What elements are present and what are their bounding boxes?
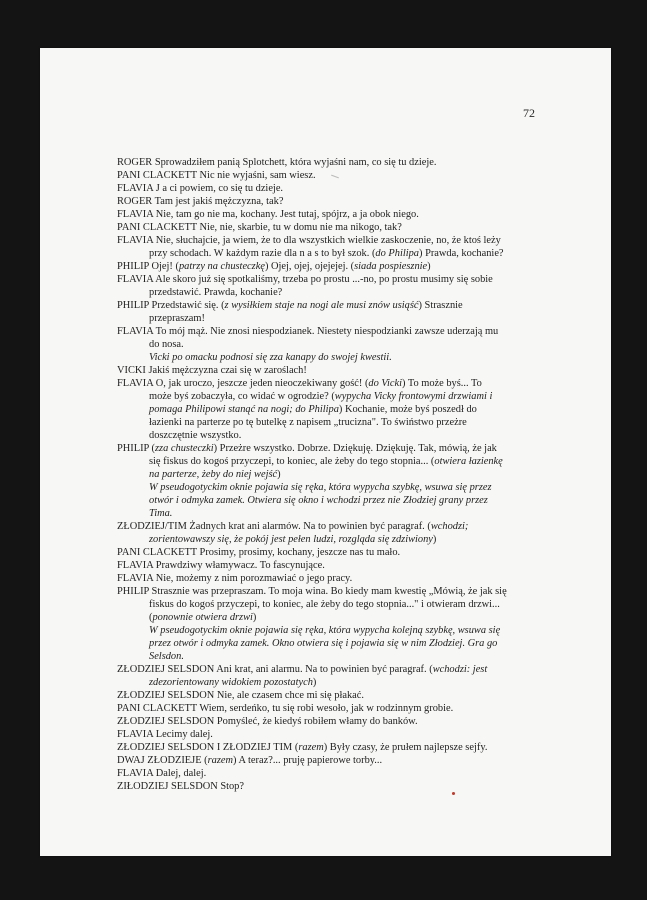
page-number: 72 [523, 106, 535, 120]
dialogue-text: ) [432, 534, 437, 545]
script-line-continuation [117, 338, 557, 351]
script-line [117, 546, 557, 559]
dialogue-text: łazienki na parterze po tę butelkę z napisem „trucizna". To świństwo przeżre [149, 417, 467, 428]
stage-direction: pomaga Philipowi stanąć na nogi; do Philipa [149, 404, 339, 415]
script-line [117, 728, 557, 741]
script-line-continuation [117, 416, 557, 429]
stage-direction: Vicki po omacku podnosi się zza kanapy do swojej kwestii. [149, 352, 392, 363]
dialogue-text: ) Kochanie, może byś poszedł do [338, 404, 477, 415]
script-line-continuation [117, 403, 557, 416]
script-line [117, 195, 557, 208]
document-page [40, 48, 611, 856]
script-line [117, 221, 557, 234]
script-line [117, 364, 557, 377]
script-line [117, 715, 557, 728]
script-line-continuation [117, 676, 557, 689]
stage-direction: Selsdon. [149, 651, 184, 662]
dialogue-text: PHILIP Ojej! ( [117, 261, 179, 272]
stage-direction: Tima. [149, 508, 173, 519]
red-dot-mark [452, 792, 455, 795]
stage-direction: siada pospiesznie [354, 261, 428, 272]
script-line [117, 767, 557, 780]
dialogue-text: ) [312, 677, 317, 688]
dialogue-text: PANI CLACKETT Wiem, serdeńko, tu się robi wesoło, jak w rodzinnym grobie. [117, 703, 454, 714]
stage-direction: do Philipa [375, 248, 420, 259]
script-line-continuation [117, 455, 557, 468]
dialogue-text: PANI CLACKETT Nie, nie, skarbie, tu w domu nie ma nikogo, tak? [117, 222, 402, 233]
script-line [117, 702, 557, 715]
dialogue-text: ) Prawda, kochanie? [419, 248, 504, 259]
stage-direction: W pseudogotyckim oknie pojawia się ręka, która wypycha kolejną szybkę, wsuwa się [149, 625, 501, 636]
dialogue-text: ROGER Tam jest jakiś mężczyzna, tak? [117, 196, 284, 207]
script-line [117, 663, 557, 676]
dialogue-text: PANI CLACKETT Nic nie wyjaśni, sam wiesz. [117, 170, 316, 181]
dialogue-text: doszczętnie wszystko. [149, 430, 242, 441]
dialogue-text: FLAVIA Ale skoro już się spotkaliśmy, trzeba po prostu ...-no, po prostu musimy się sobie [117, 274, 493, 285]
script-line [117, 234, 557, 247]
script-line [117, 741, 557, 754]
script-line-continuation [117, 468, 557, 481]
stage-direction: wchodzi; [430, 521, 469, 532]
stage-direction: zdezorientowany widokiem pozostatych [149, 677, 313, 688]
script-line-continuation [117, 312, 557, 325]
stage-direction: patrzy na chusteczkę [178, 261, 265, 272]
stage-direction: W pseudogotyckim oknie pojawia się ręka, która wypycha szybkę, wsuwa się przez [149, 482, 492, 493]
script-line-continuation [117, 286, 557, 299]
dialogue-text: PHILIP Strasznie was przepraszam. To moja wina. Bo kiedy mam kwestię „Mówią, że jak się [117, 586, 507, 597]
dialogue-text: ) Strasznie [418, 300, 463, 311]
script-line [117, 689, 557, 702]
dialogue-text: ) Były czasy, że prułem najlepsze sejfy. [323, 742, 488, 753]
script-line [117, 325, 557, 338]
script-line [117, 260, 557, 273]
script-line [117, 572, 557, 585]
dialogue-text: przepraszam! [149, 313, 205, 324]
dialogue-text: PHILIP ( [117, 443, 156, 454]
stage-direction: otwór i odmyka zamek. Otwiera się okno i wchodzi przez nie Złodziej grany przez [149, 495, 488, 506]
dialogue-text: VICKI Jakiś mężczyzna czai się w zaroślach! [117, 365, 307, 376]
dialogue-text: się fiskus do kogoś przyczepi, to koniec, ale żeby do tego stopnia... ( [149, 456, 435, 467]
script-line [117, 520, 557, 533]
dialogue-text: DWAJ ZŁODZIEJE ( [117, 755, 208, 766]
script-line-continuation [117, 650, 557, 663]
dialogue-text: do nosa. [149, 339, 184, 350]
dialogue-text: FLAVIA J a ci powiem, co się tu dzieje. [117, 183, 284, 194]
script-line [117, 273, 557, 286]
script-line-continuation [117, 390, 557, 403]
dialogue-text: FLAVIA O, jak uroczo, jeszcze jeden nieoczekiwany gość! ( [117, 378, 369, 389]
script-line-continuation [117, 494, 557, 507]
stage-direction: zorientowawszy się, że pokój jest pełen ludzi, rozgląda się zdziwiony [149, 534, 433, 545]
script-line-continuation [117, 533, 557, 546]
script-line [117, 208, 557, 221]
stage-direction: na parterze, żeby do niej wejść [149, 469, 278, 480]
dialogue-text: ZŁODZIEJ/TIM Żadnych krat ani alarmów. Na to powinien być paragraf. ( [117, 521, 431, 532]
script-line [117, 377, 557, 390]
script-line-continuation [117, 247, 557, 260]
dialogue-text: FLAVIA Prawdziwy włamywacz. To fascynujące. [117, 560, 325, 571]
dialogue-text: przy schodach. W każdym razie dla n a s to był szok. ( [149, 248, 376, 259]
script-line-continuation [117, 611, 557, 624]
dialogue-text: ROGER Sprowadziłem panią Splotchett, która wyjaśni nam, co się tu dzieje. [117, 157, 437, 168]
dialogue-text: może byś zobaczyła, co widać w ogrodzie? ( [149, 391, 335, 402]
stage-direction: z wysiłkiem staje na nogi ale musi znów usiąść [224, 300, 419, 311]
script-line [117, 299, 557, 312]
stage-direction: ponownie otwiera drzwi [152, 612, 253, 623]
script-line [117, 156, 557, 169]
dialogue-text: ZŁODZIEJ SELSDON Ani krat, ani alarmu. Na to powinien być paragraf. ( [117, 664, 433, 675]
dialogue-text: FLAVIA Nie, tam go nie ma, kochany. Jest tutaj, spójrz, a ja obok niego. [117, 209, 419, 220]
script-line-continuation [117, 429, 557, 442]
stage-direction: razem [298, 742, 324, 753]
dialogue-text: ZŁODZIEJ SELSDON Nie, ale czasem chce mi się płakać. [117, 690, 364, 701]
dialogue-text: przedstawić. Prawda, kochanie? [149, 287, 283, 298]
stage-direction: wypycha Vicky frontowymi drzwiami i [334, 391, 493, 402]
script-line-continuation [117, 507, 557, 520]
script-line-continuation [117, 481, 557, 494]
stage-direction: przez otwór i odmyka zamek. Okno otwiera się i pojawia się w nim Złodziej. Gra go [149, 638, 498, 649]
script-line [117, 585, 557, 598]
dialogue-text: ) To może byś... To [401, 378, 482, 389]
script-line-continuation [117, 598, 557, 611]
dialogue-text: ) A teraz?... pruję papierowe torby... [233, 755, 383, 766]
dialogue-text: ) [427, 261, 431, 272]
stage-direction: wchodzi: jest [432, 664, 488, 675]
stage-direction: razem [207, 755, 234, 766]
dialogue-text: fiskus do kogoś przyczepi, to koniec, ale żeby do tego stopnia..." i otwieram drzwi... [149, 599, 500, 610]
stage-direction: otwiera łazienkę [434, 456, 503, 467]
script-line [117, 780, 557, 793]
dialogue-text: ZIŁODZIEJ SELSDON Stop? [117, 781, 244, 792]
script-text [117, 156, 557, 793]
dialogue-text: PANI CLACKETT Prosimy, prosimy, kochany, jeszcze nas tu mało. [117, 547, 401, 558]
dialogue-text: ) Ojej, ojej, ojejejej. ( [264, 261, 355, 272]
dialogue-text: ( [149, 612, 153, 623]
dialogue-text: FLAVIA Nie, słuchajcie, ja wiem, że to dla wszystkich wielkie zaskoczenie, no, że ktoś leży [117, 235, 501, 246]
script-line-continuation [117, 624, 557, 637]
dialogue-text: ) Przeżre wszystko. Dobrze. Dziękuję. Dziękuję. Tak, mówią, że jak [213, 443, 497, 454]
script-line [117, 559, 557, 572]
stage-direction: zza chusteczki [155, 443, 214, 454]
dialogue-text: PHILIP Przedstawić się. ( [117, 300, 225, 311]
stage-direction: do Vicki [368, 378, 402, 389]
dialogue-text: FLAVIA Dalej, dalej. [117, 768, 207, 779]
script-line-continuation [117, 637, 557, 650]
script-line [117, 169, 557, 182]
dialogue-text: FLAVIA Lecimy dalej. [117, 729, 213, 740]
script-line-continuation [117, 351, 557, 364]
dialogue-text: FLAVIA Nie, możemy z nim porozmawiać o jego pracy. [117, 573, 353, 584]
dialogue-text: ZŁODZIEJ SELSDON I ZŁODZIEJ TIM ( [117, 742, 299, 753]
script-line [117, 182, 557, 195]
dialogue-text: ) [277, 469, 281, 480]
dialogue-text: FLAVIA To mój mąż. Nie znosi niespodzianek. Niestety niespodzianki zawsze uderzają mu [117, 326, 499, 337]
dialogue-text: ) [252, 612, 257, 623]
script-line [117, 754, 557, 767]
script-line [117, 442, 557, 455]
dialogue-text: ZŁODZIEJ SELSDON Pomyśleć, że kiedyś robiłem włamy do banków. [117, 716, 418, 727]
